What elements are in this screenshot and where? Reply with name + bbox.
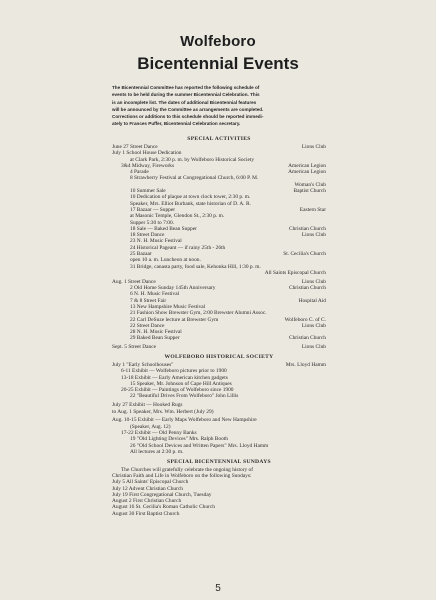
event-sponsor: American Legion	[288, 169, 326, 176]
event-text: 13-18 Exhibit — Early American kitchen gadgets	[121, 374, 228, 381]
event-text: Speaker, Mrs. Elliot Burbank, state historian of D. A. R.	[130, 200, 251, 207]
event-text: 15 Speaker, Mr. Johnson of Cape Hill Antiques	[130, 380, 232, 387]
event-text: 8 Strawberry Festival at Congregational Church, 6:00 P. M.	[130, 175, 259, 182]
event-text: 22 "Beautiful Drives From Wolfeboro" John Lillis	[130, 393, 239, 400]
event-text: 18 Street Dance	[130, 232, 165, 239]
event-text: 13 New Hampshire Music Festival	[130, 303, 206, 310]
event-text: July 5 All Saints' Episcopal Church	[112, 479, 189, 486]
schedule-row	[112, 335, 326, 341]
event-text: 28 N. H. Music Festival	[130, 329, 182, 336]
event-text: 10 Summer Sale	[130, 188, 166, 195]
intro-line: is an incomplete list. The dates of additional Bicentennial features	[112, 99, 257, 105]
event-text: 6-11 Exhibit — Wolfeboro pictures prior to 1900	[121, 368, 227, 375]
event-sponsor: Lions Club	[301, 322, 326, 329]
event-sponsor: Hospital Aid	[298, 297, 326, 304]
schedule-row	[112, 393, 326, 399]
event-text: All lectures at 2:30 p. m.	[130, 448, 184, 455]
intro-line: ately to Frances Puffer, Bicentennial Celebration secretary.	[112, 121, 241, 127]
event-sponsor: American Legion	[288, 162, 326, 169]
intro-line: events to be held during the summer Bicentennial Celebration. This	[112, 92, 260, 98]
title-line-1: Wolfeboro	[180, 33, 256, 50]
section-title: SPECIAL ACTIVITIES	[187, 136, 251, 142]
event-text: 31 Bridge, canasta party, food sale, Kehonka Hill, 1:30 p. m.	[130, 263, 261, 270]
event-text: July 27 Exhibit — Hooked Rugs	[112, 402, 183, 409]
event-text: August 16 St. Cecilia's Roman Catholic Church	[112, 504, 215, 511]
event-text: 2 Old Home Sunday 145th Anniversary	[130, 285, 216, 292]
event-text: open 10 a. m. Luncheon at noon.	[130, 257, 201, 264]
event-text: August 30 First Baptist Church	[112, 510, 180, 517]
event-text: 20-25 Exhibit — Paintings of Wolfeboro since 1900	[121, 387, 234, 394]
section-title: WOLFEBORO HISTORICAL SOCIETY	[164, 354, 274, 360]
event-text: 26 "Old School Devices and Written Papers" Mrs. Lloyd Hamm	[130, 442, 269, 449]
event-text: (Speaker, Aug. 12)	[130, 423, 171, 430]
event-sponsor: Baptist Church	[293, 188, 326, 195]
event-text: 19 "Old Lighting Devices" Mrs. Ralph Booth	[130, 436, 228, 443]
event-text: 18 Sale — Baked Bean Supper	[130, 225, 197, 232]
event-sponsor: Lions Club	[301, 144, 326, 150]
event-text: July 1 "Early Schoolhouses"	[112, 362, 174, 368]
event-text: 29 Baked Bean Supper	[130, 335, 180, 342]
event-text: 21 Fashion Show Brewster Gym, 2:00 Brewster Alumni Assoc.	[130, 310, 267, 317]
spacer	[112, 351, 326, 354]
event-sponsor: Woman's Club	[294, 181, 326, 188]
event-text: Supper 5:30 to 7:00.	[130, 219, 175, 226]
event-text: at Masonic Temple, Glendon St., 2:30 p. m.	[130, 213, 225, 220]
page-number: 5	[215, 583, 221, 594]
event-text: Aug. 10-15 Exhibit — Early Maps Wolfeboro and New Hampshire	[112, 417, 257, 424]
event-text: 24 Historical Pageant — if rainy 25th - 26th	[130, 244, 226, 251]
title-line-2: Bicentennial Events	[137, 54, 299, 73]
event-sponsor: St. Cecilia's Church	[283, 251, 326, 258]
event-text: 17-22 Exhibit — Old Penny Banks	[121, 429, 197, 436]
event-text: 22 Street Dance	[130, 322, 165, 329]
schedule-row	[112, 409, 326, 415]
event-text: 25 Bazaar	[130, 251, 152, 258]
event-sponsor: Mrs. Lloyd Hamm	[285, 362, 326, 368]
event-sponsor: Lions Club	[301, 232, 326, 239]
event-text: July 1 School House Dedication	[112, 150, 182, 157]
event-text: 3&4 Midway, Fireworks	[121, 162, 175, 169]
event-text: 22 Carl DeSuze lecture at Brewster Gym	[130, 316, 219, 323]
schedule-row	[112, 511, 326, 517]
event-text: June 27 Street Dance	[112, 144, 158, 150]
event-sponsor: Lions Club	[301, 278, 326, 285]
schedule-row	[112, 449, 326, 455]
event-text: July 19 First Congregational Church, Tuesday	[112, 491, 212, 498]
event-text: at Clark Park, 2:30 p. m. by Wolfeboro Historical Society	[130, 156, 255, 163]
spacer	[112, 455, 326, 458]
event-text: 6 N. H. Music Festival	[130, 291, 180, 298]
schedule-row	[112, 344, 326, 350]
section-title: SPECIAL BICENTENNIAL SUNDAYS	[167, 458, 271, 465]
event-sponsor: Wolfeboro C. of C.	[284, 316, 326, 323]
event-text: Sept. 5 Street Dance	[112, 344, 157, 351]
event-sponsor: Lions Club	[301, 344, 326, 351]
event-text: 4 Parade	[130, 169, 149, 176]
event-text: 10 Dedication of plaque at town clock tower, 2:30 p. m.	[130, 194, 251, 201]
event-sponsor: Christian Church	[289, 285, 326, 292]
event-text: to Aug. 1 Speaker, Mrs. Wm. Herbert (July 29)	[112, 408, 214, 415]
event-text: July 12 Advent Christian Church	[112, 485, 183, 492]
intro-paragraph	[112, 84, 326, 128]
event-text: Christian Faith and Life in Wolfeboro on the following Sundays:	[112, 472, 252, 479]
event-text: 23 N. H. Music Festival	[130, 238, 182, 245]
event-text: Aug. 1 Street Dance	[112, 278, 156, 285]
event-text: The Churches will gratefully celebrate the ongoing history of	[121, 466, 254, 473]
event-text: August 2 First Christian Church	[112, 498, 182, 505]
event-text: 17 Bazaar — Supper	[130, 206, 176, 213]
intro-line: Corrections or additions to this schedule should be reported immedi-	[112, 114, 264, 120]
schedule-content	[112, 135, 326, 517]
intro-line: The Bicentennial Committee has reported the following schedule of	[112, 85, 260, 90]
event-text: 7 & 8 Street Fair	[130, 297, 167, 304]
event-sponsor: Eastern Star	[299, 206, 326, 213]
event-sponsor: Christian Church	[289, 225, 326, 232]
intro-line: will be announced by the Committee as arrangements are completed.	[112, 106, 264, 112]
schedule-row	[112, 270, 326, 276]
event-sponsor: Christian Church	[289, 335, 326, 342]
event-sponsor: All Saints Episcopal Church	[264, 269, 326, 276]
